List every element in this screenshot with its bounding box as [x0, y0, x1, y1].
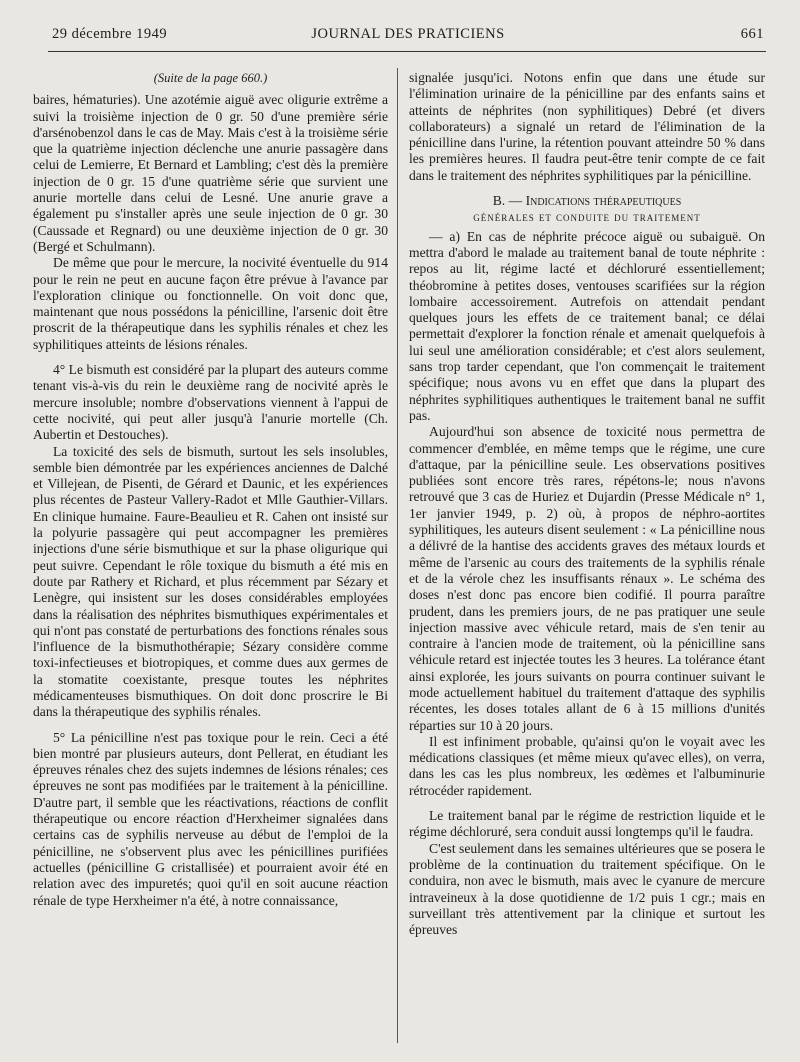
left-column — [33, 70, 388, 1050]
paragraph: signalée jusqu'ici. Notons enfin que dans une étude sur l'élimination urinaire de la pénicilline par des enfants sains et atteints de néphrites (non syphilitiques) Debré (et divers collaborateurs) a signalé un retard de l'élimination de la pénicilline dans l'urine, la rétention pouvant atteindre 50 % dans les premières heures. Il faudra peut-être tenir compte de ce fait dans le traitement des néphrites syphilitiques par la pénicilline. — [409, 70, 765, 183]
paragraph: 5° La pénicilline n'est pas toxique pour le rein. Ceci a été bien montré par plusieurs auteurs, dont Pellerat, en étudiant les épreuves rénales chez des sujets indemnes de lésions rénales; ces épreuves ne sont pas modifiées par le traitement à la pénicilline. D'autre part, il semble que les réactivations, réactions de conflit thérapeutique ou encore réaction d'Herxheimer signalées dans certains cas de syphilis nerveuse au début de l'emploi de la pénicilline, ne s'observent plus avec les pénicillines purifiées actuelles (pénicilline G cristallisée) et pourraient avoir été en relation avec des impuretés; quoi qu'il en soit aucune réaction rénale de type Herxheimer n'a été, à notre connaissance, — [33, 729, 388, 908]
page-number: 661 — [740, 26, 764, 42]
continuation-note: (Suite de la page 660.) — [153, 71, 268, 85]
paragraph: La toxicité des sels de bismuth, surtout les sels insolubles, semble bien démontrée par les expériences anciennes de Dalché et Villejean, de Pisenti, de Gérard et Daunic, et les expériences plus récentes de Pasteur Vallery-Radot et Mlle Gauthier-Villars. En clinique humaine. Faure-Beaulieu et R. Cahen ont insisté sur la polyurie passagère qui peut accompagner les premières injections d'une série bismuthique et sur la phase oligurique qui peut suivre. Cependant le rôle toxique du bismuth a été mis en doute par Rathery et Richard, et plus récemment par Sézary et Lenègre, qui insistent sur les doses considérables employées dans la réalisation des néphrites bismuthiques expérimentales et qui n'ont pas constaté de perturbations des fonctions rénales sous l'influence de la bismuthothérapie; Sézary considère comme toxi-infectieuses et biotropiques, et comme dues aux germes de la stomatite coexistante, presque toutes les néphrites médicamenteuses bismuthiques. On doit donc proscrire le Bi dans la thérapeutique des syphilis rénales. — [33, 443, 388, 720]
page-header — [52, 26, 764, 48]
paragraph: 4° Le bismuth est considéré par la plupart des auteurs comme tenant vis-à-vis du rein le deuxième rang de nocivité après le mercure insoluble; nombre d'observations viennent à l'appui de cette nocivité, qui peut aller jusqu'à l'anurie mortelle (Ch. Aubertin et Destouches). — [33, 362, 388, 443]
paragraph: Il est infiniment probable, qu'ainsi qu'on le voyait avec les médications classiques (et même mieux qu'avec elles), on verra, dans les cas les plus nombreux, les œdèmes et l'albuminurie rétrocéder rapidement. — [409, 733, 765, 798]
paragraph: Le traitement banal par le régime de restriction liquide et le régime déchloruré, sera conduit aussi longtemps qu'il le faudra. — [409, 808, 765, 840]
section-heading: B. — Indications thérapeutiques — [492, 193, 682, 209]
journal-title: JOURNAL DES PRATICIENS — [311, 26, 505, 42]
header-date: 29 décembre 1949 — [52, 26, 168, 42]
paragraph: — a) En cas de néphrite précoce aiguë ou subaiguë. On mettra d'abord le malade au traitement banal de toute néphrite : repos au lit, régime lacté et déchloruré essentiellement; théobromine à petites doses, ventouses scarifiées sur la région lombaire accessoirement. Autrefois on attendait pendant quelques jours les effets de ce traitement banal; ce délai permettait d'explorer la fonction rénale et amenait quelquefois à lui seul une amélioration considérable; et c'est alors seulement, sans trop tarder cependant, que l'on commençait le traitement spécifique; nous avons vu en effet que dans la plupart des néphrites syphilitiques authentiques le traitement banal ne suffit pas. — [409, 228, 765, 423]
paragraph: C'est seulement dans les semaines ultérieures que se posera le problème de la continuation du traitement spécifique. On le conduira, non avec le bismuth, mais avec le cyanure de mercure intraveineux à la dose quotidienne de 1/2 puis 1 cgr.; mais en surveillant très attentivement par la clinique et surtout les épreuves — [409, 840, 765, 938]
column-divider — [397, 68, 398, 1043]
paragraph: De même que pour le mercure, la nocivité éventuelle du 914 pour le rein ne peut en aucune façon être prévue à l'avance par l'exploration clinique ou fonctionnelle. On voit donc que, maintenant que nous possédons la pénicilline, l'arsenic doit être proscrit de la thérapeutique dans les syphilis rénales et chez les syphilitiques atteints de lésions rénales. — [33, 255, 388, 352]
section-subheading: générales et conduite du traitement — [473, 210, 701, 225]
header-rule — [48, 51, 766, 52]
right-column — [409, 70, 765, 1050]
paragraph: baires, hématuries). Une azotémie aiguë avec oligurie extrême a suivi la troisième injection de 0 gr. 50 d'une première série d'arsénobenzol dans le cas de May. Mais c'est à la troisième série que la quatrième injection déclenche une anurie passagère dans celui de Lemierre, Et Bernard et Lambling; c'est dès la première injection de 0 gr. 15 d'une quatrième série que survient une anurie mortelle dans celui de Lesné. Une anurie grave a également pu s'installer après une seule injection de 0 gr. 30 (Caussade et Regnard) ou une deuxième injection de 0 gr. 30 (Bergé et Schulmann). — [33, 92, 388, 254]
paragraph: Aujourd'hui son absence de toxicité nous permettra de commencer d'emblée, en même temps que le régime, une cure d'attaque, par la pénicilline seule. Les observations positives publiées sont encore très rares, répétons-le; nous n'avons retrouvé que 3 cas de Huriez et Dujardin (Presse Médicale n° 1, 1er janvier 1949, p. 2) où, à propos de néphro-aortites syphilitiques, les auteurs disent seulement : « La pénicilline nous a délivré de la hantise des accidents graves des métaux lourds et même de l'arsenic au cours des traitements de la syphilis rénale et de la vérole chez les insuffisants rénaux ». Le schéma des doses n'est donc pas encore bien codifié. Il pourra paraître prudent, dans les premiers jours, de ne pas pratiquer une seule injection massive avec véhicule retard, mais de s'en tenir au contraire à l'ancien mode de traitement, où la pénicilline sans véhicule retard est injectée toutes les 3 heures. La tolérance étant ainsi explorée, les jours suivants on pourra continuer suivant le mode actuellement habituel du traitement d'attaque des syphilis récentes, les doses totales allant de 6 à 15 millions d'unités réparties sur 10 à 20 jours. — [409, 424, 765, 733]
